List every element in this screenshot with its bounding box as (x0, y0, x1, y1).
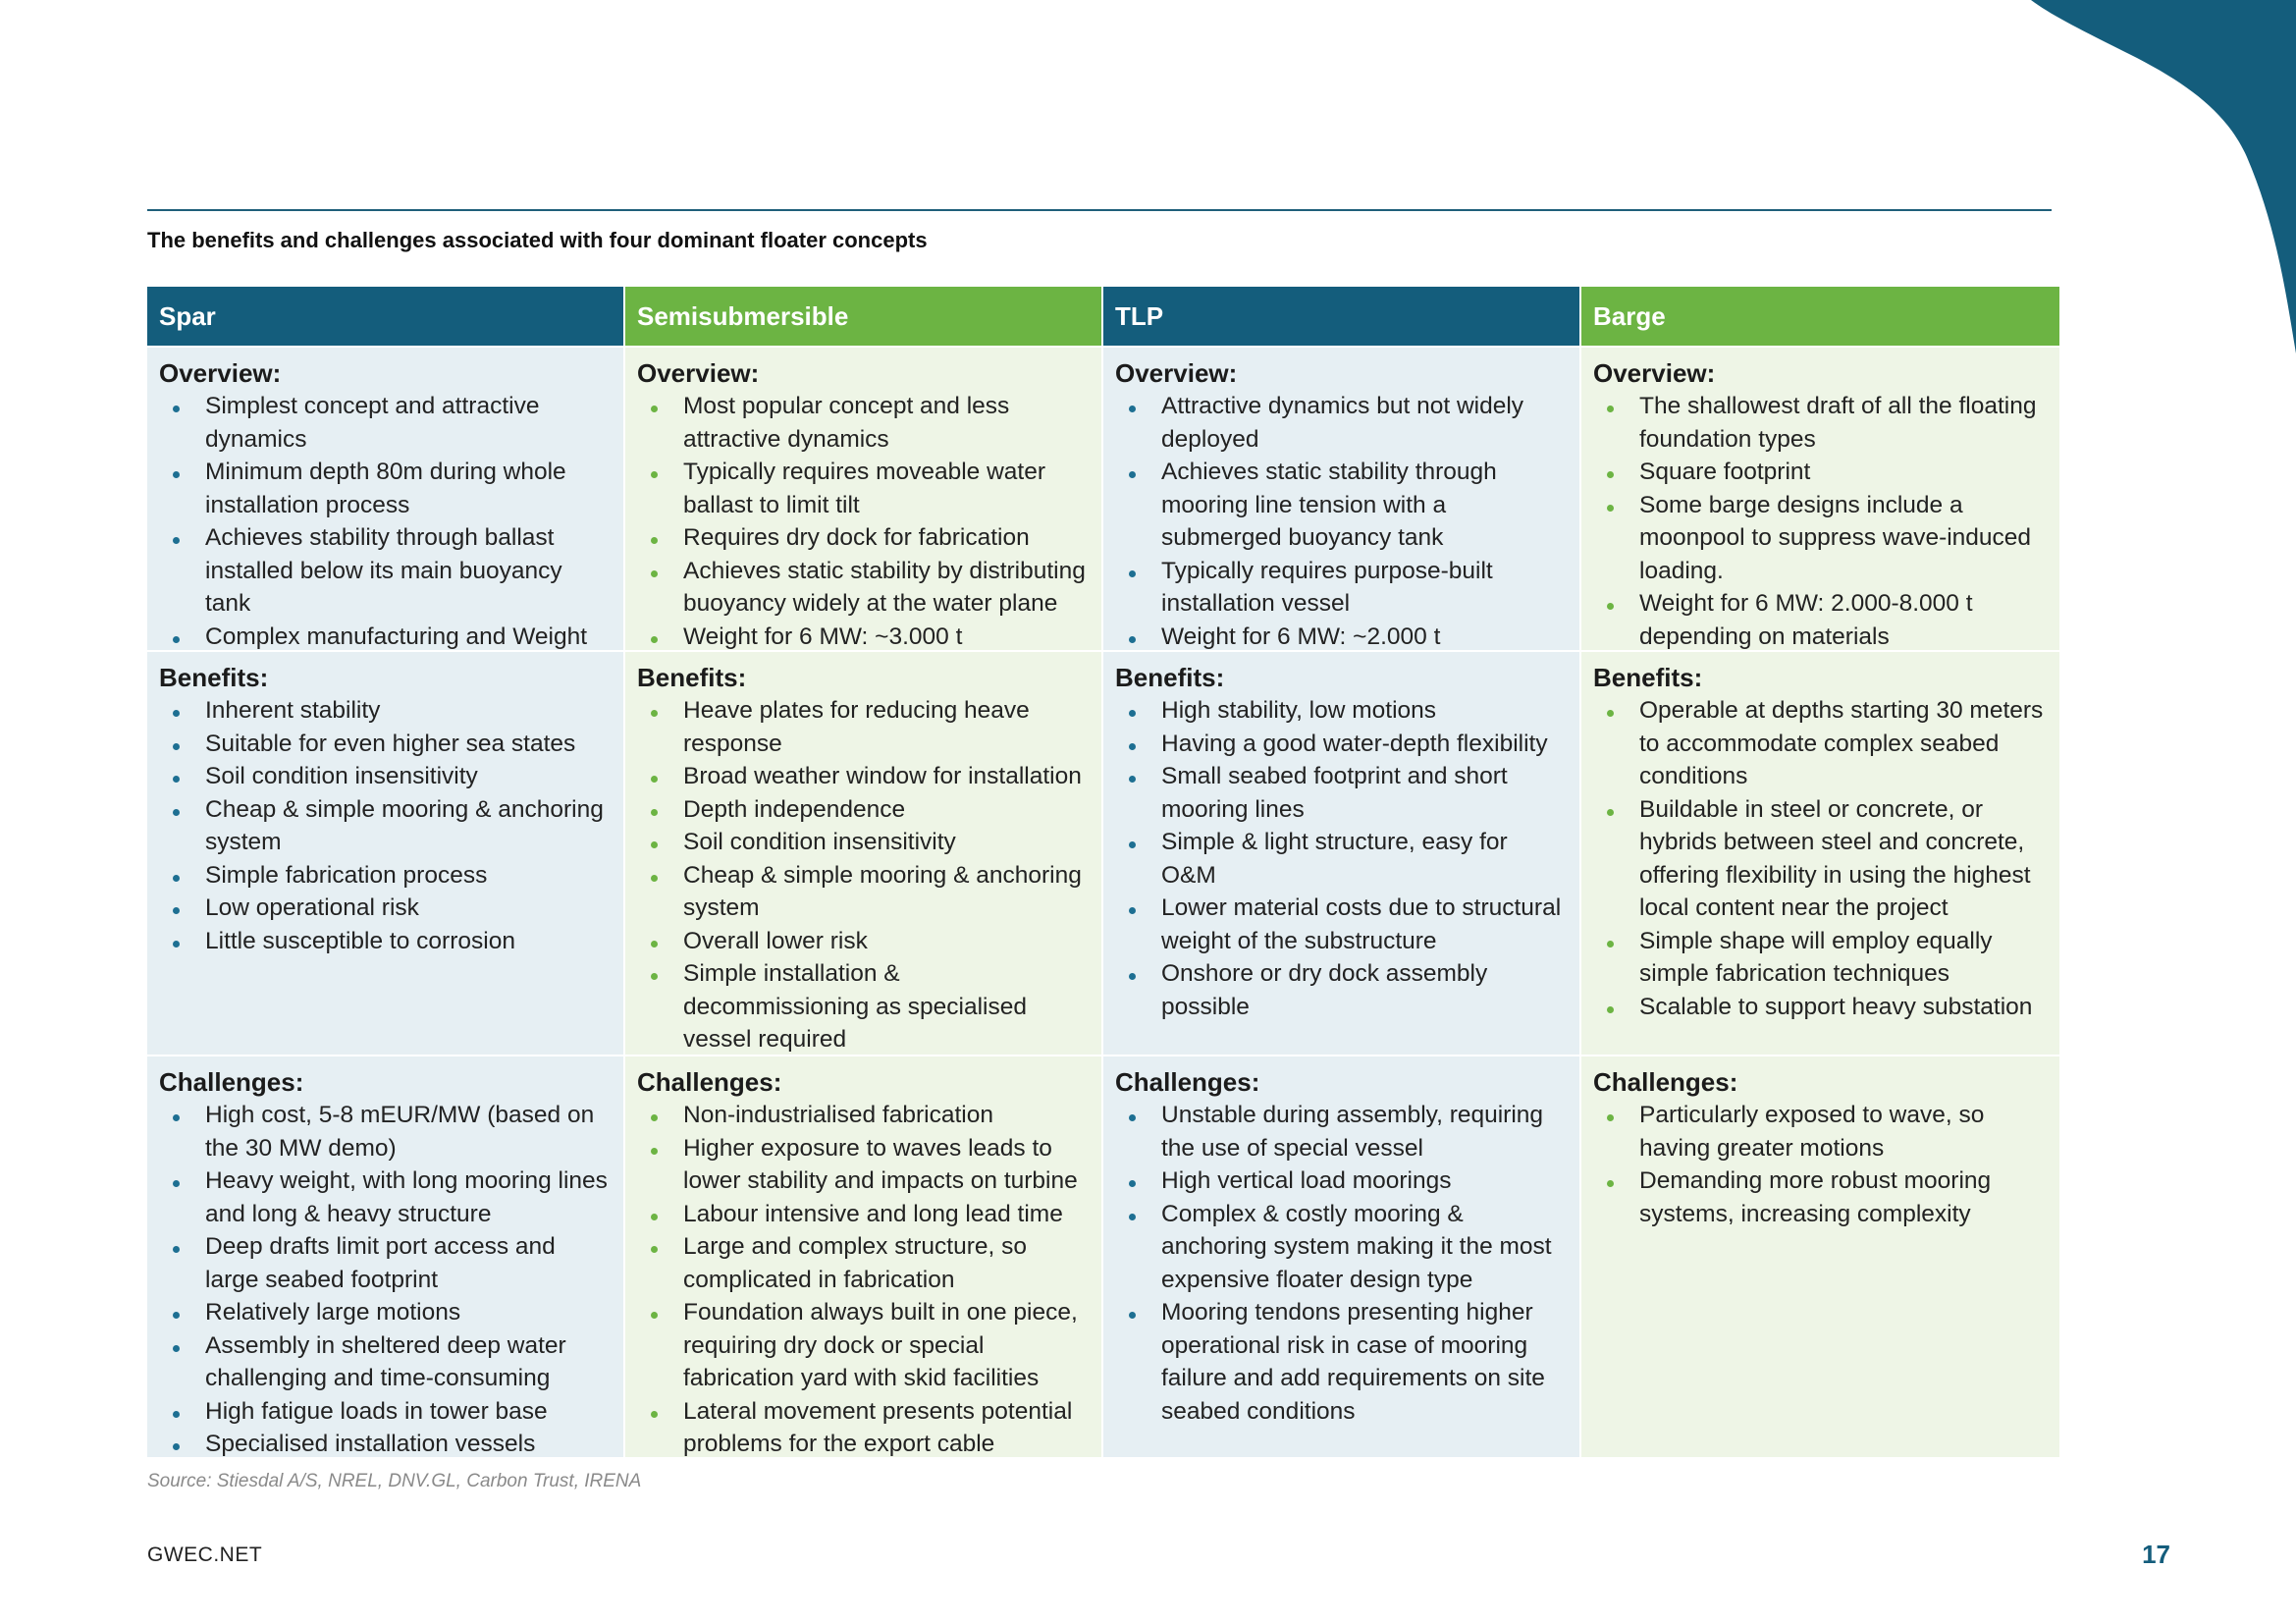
list-item: Scalable to support heavy substation (1593, 991, 2048, 1024)
list-item: Having a good water-depth flexibility (1115, 728, 1568, 761)
list-item: Weight for 6 MW: ~2.000 t (1115, 621, 1568, 651)
list-item: Simple & light structure, easy for O&M (1115, 826, 1568, 892)
table-caption: The benefits and challenges associated with four dominant floater concepts (147, 228, 928, 252)
tlp-overview-cell (1103, 346, 1581, 650)
list-item: High cost, 5-8 mEUR/MW (based on the 30 MW demo) (159, 1099, 612, 1164)
list-item: Unstable during assembly, requiring the use of special vessel (1115, 1099, 1568, 1164)
tlp-benefits-cell (1103, 650, 1581, 1055)
header-semisubmersible: Semisubmersible (625, 287, 1103, 346)
barge-overview-cell (1581, 346, 2059, 650)
list-item: High fatigue loads in tower base (159, 1395, 612, 1429)
list-item: Simple fabrication process (159, 859, 612, 893)
challenges-row (147, 1055, 2059, 1457)
semisubmersible-challenges-cell (625, 1055, 1103, 1457)
overview-list (159, 390, 612, 650)
list-item: Simplest concept and attractive dynamics (159, 390, 612, 456)
footer-site-name: GWEC.NET (147, 1543, 263, 1566)
list-item: Particularly exposed to wave, so having greater motions (1593, 1099, 2048, 1164)
section-title: Benefits: (1115, 663, 1225, 692)
barge-benefits-cell (1581, 650, 2059, 1055)
list-item: Little susceptible to corrosion (159, 925, 612, 958)
list-item: Requires dry dock for fabrication (637, 521, 1090, 555)
list-item: Attractive dynamics but not widely deployed (1115, 390, 1568, 456)
list-item: Relatively large motions (159, 1296, 612, 1329)
spar-benefits-cell (147, 650, 625, 1055)
list-item: Non-industrialised fabrication (637, 1099, 1090, 1132)
section-title: Overview: (1115, 358, 1238, 388)
overview-list (637, 390, 1090, 650)
section-title: Overview: (159, 358, 282, 388)
list-item: Most popular concept and less attractive dynamics (637, 390, 1090, 456)
floater-concepts-table (147, 287, 2059, 1457)
list-item: Assembly in sheltered deep water challenging and time-consuming (159, 1329, 612, 1395)
benefits-list (1115, 694, 1568, 1023)
list-item: Typically requires purpose-built installation vessel (1115, 555, 1568, 621)
overview-list (1115, 390, 1568, 650)
list-item: Mooring tendons presenting higher operational risk in case of mooring failure and add requirements on site seabed conditions (1115, 1296, 1568, 1428)
benefits-list (159, 694, 612, 957)
semisubmersible-overview-cell (625, 346, 1103, 650)
list-item: Heavy weight, with long mooring lines and long & heavy structure (159, 1164, 612, 1230)
list-item: Higher exposure to waves leads to lower stability and impacts on turbine (637, 1132, 1090, 1198)
section-title: Overview: (637, 358, 760, 388)
header-barge: Barge (1581, 287, 2059, 346)
barge-challenges-cell (1581, 1055, 2059, 1457)
list-item: Foundation always built in one piece, requiring dry dock or special fabrication yard with skid facilities (637, 1296, 1090, 1395)
section-title: Benefits: (1593, 663, 1703, 692)
list-item: Lower material costs due to structural weight of the substructure (1115, 892, 1568, 957)
list-item: Typically requires moveable water ballast to limit tilt (637, 456, 1090, 521)
benefits-list (1593, 694, 2048, 1023)
list-item: Achieves static stability by distributing buoyancy widely at the water plane (637, 555, 1090, 621)
list-item: Depth independence (637, 793, 1090, 827)
list-item: Lateral movement presents potential problems for the export cable (637, 1395, 1090, 1458)
list-item: Small seabed footprint and short mooring lines (1115, 760, 1568, 826)
list-item: Labour intensive and long lead time (637, 1198, 1090, 1231)
list-item: Weight for 6 MW: ~3.000 t (637, 621, 1090, 651)
list-item: Cheap & simple mooring & anchoring system (159, 793, 612, 859)
list-item: Suitable for even higher sea states (159, 728, 612, 761)
list-item: The shallowest draft of all the floating foundation types (1593, 390, 2048, 456)
section-title: Benefits: (637, 663, 747, 692)
list-item: Some barge designs include a moonpool to suppress wave-induced loading. (1593, 489, 2048, 588)
list-item: Achieves static stability through mooring line tension with a submerged buoyancy tank (1115, 456, 1568, 555)
list-item: Overall lower risk (637, 925, 1090, 958)
benefits-list (637, 694, 1090, 1055)
challenges-list (637, 1099, 1090, 1457)
benefits-row (147, 650, 2059, 1055)
list-item: High vertical load moorings (1115, 1164, 1568, 1198)
table-header-row (147, 287, 2059, 346)
list-item: Large and complex structure, so complicated in fabrication (637, 1230, 1090, 1296)
section-title: Overview: (1593, 358, 1716, 388)
list-item: Buildable in steel or concrete, or hybrids between steel and concrete, offering flexibility in using the highest local content near the project (1593, 793, 2048, 925)
list-item: Simple installation & decommissioning as specialised vessel required (637, 957, 1090, 1055)
list-item: Complex & costly mooring & anchoring system making it the most expensive floater design type (1115, 1198, 1568, 1297)
overview-list (1593, 390, 2048, 650)
list-item: Soil condition insensitivity (637, 826, 1090, 859)
list-item: Weight for 6 MW: 2.000-8.000 t depending on materials (1593, 587, 2048, 650)
source-note: Source: Stiesdal A/S, NREL, DNV.GL, Carbon Trust, IRENA (147, 1471, 642, 1491)
list-item: Square footprint (1593, 456, 2048, 489)
list-item: Operable at depths starting 30 meters to accommodate complex seabed conditions (1593, 694, 2048, 793)
list-item: Achieves stability through ballast installed below its main buoyancy tank (159, 521, 612, 621)
section-title: Challenges: (1115, 1067, 1260, 1097)
section-title: Benefits: (159, 663, 269, 692)
list-item: Simple shape will employ equally simple fabrication techniques (1593, 925, 2048, 991)
tlp-challenges-cell (1103, 1055, 1581, 1457)
challenges-list (159, 1099, 612, 1457)
list-item: Specialised installation vessels (159, 1428, 612, 1457)
section-title: Challenges: (1593, 1067, 1738, 1097)
overview-row (147, 346, 2059, 650)
list-item: Onshore or dry dock assembly possible (1115, 957, 1568, 1023)
challenges-list (1593, 1099, 2048, 1230)
list-item: Demanding more robust mooring systems, increasing complexity (1593, 1164, 2048, 1230)
list-item: Soil condition insensitivity (159, 760, 612, 793)
list-item: Minimum depth 80m during whole installation process (159, 456, 612, 521)
list-item: Deep drafts limit port access and large seabed footprint (159, 1230, 612, 1296)
list-item: Cheap & simple mooring & anchoring system (637, 859, 1090, 925)
header-tlp: TLP (1103, 287, 1581, 346)
list-item: Heave plates for reducing heave response (637, 694, 1090, 760)
top-divider (147, 209, 2052, 211)
semisubmersible-benefits-cell (625, 650, 1103, 1055)
spar-overview-cell (147, 346, 625, 650)
challenges-list (1115, 1099, 1568, 1428)
section-title: Challenges: (159, 1067, 304, 1097)
list-item: Inherent stability (159, 694, 612, 728)
list-item: High stability, low motions (1115, 694, 1568, 728)
page-number: 17 (2142, 1540, 2170, 1569)
spar-challenges-cell (147, 1055, 625, 1457)
list-item: Broad weather window for installation (637, 760, 1090, 793)
header-spar: Spar (147, 287, 625, 346)
list-item: Complex manufacturing and Weight (159, 621, 612, 651)
section-title: Challenges: (637, 1067, 782, 1097)
list-item: Low operational risk (159, 892, 612, 925)
